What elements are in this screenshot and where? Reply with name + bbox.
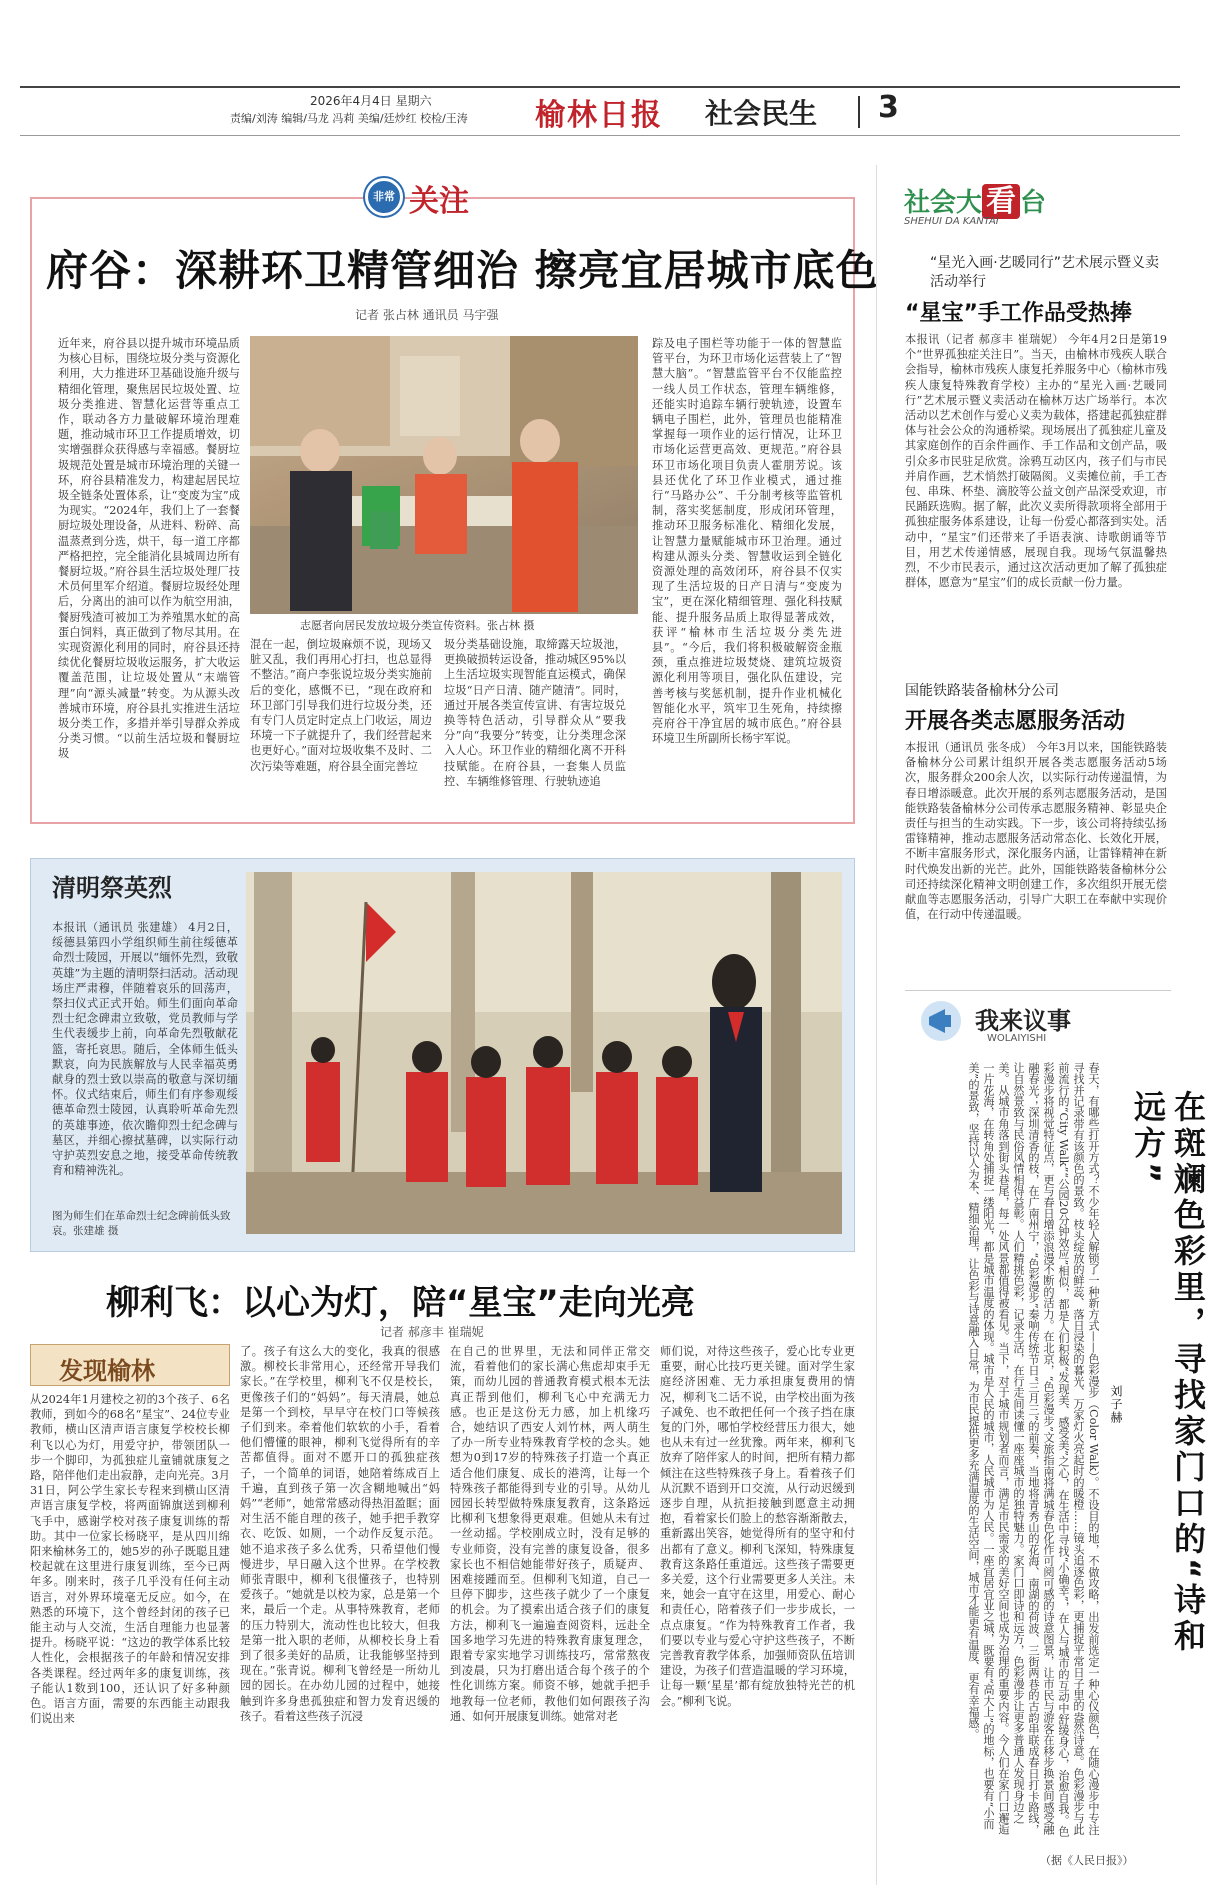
qingming-photo-art bbox=[246, 872, 842, 1234]
story2-body: 本报讯（通讯员 张冬成） 今年3月以来，国能铁路装备榆林分公司累计组织开展各类志愿服务活动5场次，服务群众200余人次，以实际行动传递温情，为春日增添暖意。此次开展的系列志愿服务活动，是国能铁路装备榆林分公司传承志愿服务精神、彰显央企责任与担当的生动实践。下一步，该公司将持续弘扬雷锋精神，推动志愿服务活动常态化、长效化开展，不断丰富服务形式，深化服务内涵，让雷锋精神在新时代焕发出新的光芒。此外，国能铁路装备榆林分公司还持续深化精神文明创建工作，多次组织开展无偿献血等志愿服务活动，引导广大职工在奉献中实现价值，在行动中传递温暖。 bbox=[905, 741, 1167, 922]
opinion-body: 春天，有哪些打开方式？不少年轻人解锁了一种新方式——色彩漫步（Color Walk）。不设目的地，不做攻略，出发前选定一种心仪颜色，在随心漫步中专注寻找并记录带有该颜色的景致。枝头绽放的鲜蕊、落日浸染的暮光、万家灯火亮起时的暖橙……镜头追逐色彩，更捕捉平常日子里的盎然诗意。色彩漫步与此前流行的“City Walk”“公园20分钟效应”相似，都是人们积极“发现美、感受美”之心，在生活中寻找“小确幸”，在人与城市的互动中舒缓身心，治愈自我。色彩漫步将视觉特征点，更与春日增添浪漫不断的活力。在北京，“色彩漫步”文旅指南将满城春色化作可阅可感的诗意图景，让市民与游客在移步换景间感受融融春光；深圳清香的枝，在广南州宁，“色彩漫步”秦响传统节日“三月三”的前奏，当地将青秀山的花海、南湖的荷波、三街两巷的古韵串联成春日打卡路线，让自然景致与民俗风情相得益彰。人们精挑色彩，记录生活，在行走间读懂一座座城市的独特魅力。家门口即诗和远方，色彩漫步让更多普通人发现身边之美。从城市角落到街头巷尾，每一处风景都值得被看见。当下，对于城市规划者而言，满足市民需求的美好空间也成为治理的重要内容。今人们在家门口邂逅一片花海，在转角处捕捉一缕阳光，都是城市温度的体现。城市是人民的城市，人民城市为人民。一座宜居宜业之城，既要有“高大上”的地标，也要有“小而美”的景致，坚持以人为本、精细治理，让色彩与诗意融入日常，为市民提供更多充满温度的生活空间，城市才能更有温度、更有幸福感。 bbox=[967, 1062, 1100, 1837]
liulifei-col-1: 从2024年1月建校之初的3个孩子、6名教师，到如今的68名“星宝”、24位专业教师，横山区清声语言康复学校校长柳利飞以心为灯，用爱守护，带领团队一步一个脚印，为孤独症儿童铺就康复之路，陪伴他们走出寂静，走向光亮。3月31日，阿公学生家长专程来到横山区清声语言康复学校，将两面锦旗送到柳利飞手中，感谢学校对孩子康复训练的帮助。其中一位家长杨晓平，是从四川绵阳来榆林务工的，她5岁的孙子既聪且建校起就在这里进行康复训练，至今已两年多。刚来时，孩子几乎没有任何主动语言，对外界环境毫无反应。如今，在熟悉的环境下，这个曾经封闭的孩子已能主动与人交流，生活自理能力也显著提升。杨晓平说：“这边的教学体系比较人性化，会根据孩子的年龄和情况安排各类课程。经过两年多的康复训练，孩子能认1数到100，还认识了好多种颜色。语言方面，需要的东西能主动跟我们说出来 bbox=[30, 1393, 230, 1726]
qingming-photo bbox=[246, 872, 842, 1234]
page-number: 3 bbox=[878, 90, 899, 125]
qingming-title: 清明祭英烈 bbox=[52, 874, 172, 902]
opinion-title: 我来议事 bbox=[975, 1007, 1071, 1035]
story1-body: 本报讯（记者 郝彦丰 崔瑞妮） 今年4月2日是第19个“世界孤独症关注日”。当天，由榆林市残疾人联合会指导，榆林市残疾人康复托养服务中心（榆林市残疾人康复特殊教育学校）主办的“星光入画·艺暖同行”艺术展示暨义卖活动在榆林万达广场举行。本次活动以艺术创作与爱心义卖为载体，搭建起孤独症群体与社会公众的沟通桥梁。现场展出了孤独症儿童及其家庭创作的百余件画作、手工作品和文创产品，吸引众多市民驻足欣赏。涂鸦互动区内，孩子们与市民并肩作画，艺术悄然打破隔阂。义卖摊位前，手工杏包、串珠、杯垫、滴胶等公益文创产品深受欢迎，市民踊跃选购。据了解，此次义卖所得款项将全部用于孤独症服务体系建设，让每一份爱心都落到实处。活动中，“星宝”们还带来了手语表演、诗歌朗诵等节目，用艺术传递情感，展现自我。现场气氛温馨热烈，不少市民表示，通过这次活动更加了解了孤独症群体，愿意为“星宝”们的成长贡献一份力量。 bbox=[905, 333, 1167, 590]
volunteers-photo-art bbox=[250, 336, 638, 614]
kicker-label: 关注 bbox=[409, 184, 469, 219]
story2-subhead: 国能铁路装备榆林分公司 bbox=[905, 683, 1059, 699]
opinion-source: （据《人民日报》） bbox=[1040, 1854, 1134, 1867]
brand-part-b: 看 bbox=[982, 184, 1020, 219]
qingming-caption: 图为师生们在革命烈士纪念碑前低头致哀。张建雄 摄 bbox=[52, 1210, 231, 1237]
top-story-col-3: 圾分类基础设施，取缔露天垃圾池，更换破损转运设备，推动城区95%以上生活垃圾实现智能直运模式，确保垃圾“日产日清、随产随清”。同时，通过开展各类宣传宣讲、有害垃圾兑换等特色活动，引导群众从“要我分”向“我要分”转变，让分类理念深入人心。环卫作业的精细化离不开科技赋能。在府谷县，一套集人员监控、车辆维修管理、行驶轨迹追 bbox=[444, 638, 626, 788]
opinion-author: 刘子赫 bbox=[1109, 1385, 1123, 1424]
volunteers-photo bbox=[250, 336, 638, 614]
qingming-title-wrap bbox=[52, 868, 232, 908]
story1-headline: “星宝”手工作品受热捧 bbox=[905, 301, 1132, 326]
top-story-col-1: 近年来，府谷县以提升城市环境品质为核心目标，围绕垃圾分类与资源化利用，大力推进环卫基础设施升级与精细化管理，聚焦居民垃圾处置、垃圾分类推进、智慧化运营等重点工作，联动各方力量破解环境治理难题，推动城市环卫工作提质增效，切实增强群众获得感与幸福感。餐厨垃圾规范处置是城市环境治理的关键一环，府谷县精准发力，构建起居民垃圾全链条处置体系，让“变废为宝”成为现实。“2024年，我们上了一套餐厨垃圾处理设备，从进料、粉碎、高温蒸煮到分选，烘干，每一道工序都严格把控，完全能消化县城周边所有餐厨垃圾。”府谷县生活垃圾处理厂技术员何里军介绍道。餐厨垃圾经处理后，分离出的油可以作为航空用油，餐厨残渣可被加工为养殖黑水虻的高蛋白饲料，真正做到了物尽其用。在实现资源化利用的同时，府谷县还持续优化餐厨垃圾收运服务，扩大收运覆盖范围，让垃圾处置从“末端管理”向“源头减量”转变。为从源头改善城市环境，府谷县扎实推进生活垃圾分类工作，多措并举引导群众养成分类习惯。“以前生活垃圾和餐厨垃圾 bbox=[58, 337, 240, 761]
column-tag-box bbox=[30, 1344, 230, 1386]
opinion-headline: 在斑斓色彩里，寻找家门口的“诗和远方” bbox=[1129, 1090, 1207, 1656]
liulifei-col-2: 了。孩子有这么大的变化，我真的很感激。柳校长非常用心，还经常开导我们家长。”在学校里，柳利飞不仅是校长，更像孩子们的“妈妈”。每天清晨，她总是第一个到校，早早守在校门口等候孩子们到来。牵着他们软软的小手，看着他们懵懂的眼神，柳利飞觉得所有的辛苦都值得。面对不愿开口的孤独症孩子，一个简单的词语，她陪着练成百上千遍，直到孩子第一次含糊地喊出“妈妈”“老师”，她常常感动得热泪盈眶；面对生活不能自理的孩子，她手把手教穿衣、吃饭、如厕，一个动作反复示范。她不追求孩子多么优秀，只希望他们慢慢进步，早日融入这个世界。在学校教师张青眼中，柳利飞很懂孩子，也特别爱孩子。“她就是以校为家，总是第一个来，最后一个走。从事特殊教育，老师的压力特别大，流动性也比较大，但我是第一批入职的老师，从柳校长身上看到了很多美好的品质，让我能够坚持到现在。”张青说。柳利飞曾经是一所幼儿园的园长。在办幼儿园的过程中，她接触到许多身患孤独症和智力发育迟缓的孩子。看着这些孩子沉浸 bbox=[240, 1345, 440, 1723]
qingming-body: 本报讯（通讯员 张建雄） 4月2日，绥德县第四小学组织师生前往绥德革命烈士陵园，开展以“缅怀先烈，致敬英雄”为主题的清明祭扫活动。活动现场庄严肃穆，伴随着哀乐的回荡声，祭扫仪式正式开始。师生们面向革命烈士纪念碑肃立致敬，党员教师与学生代表缓步上前，向革命先烈敬献花篮，寄托哀思。随后，全体师生低头默哀，向为民族解放与人民幸福英勇献身的烈士致以崇高的敬意与深切缅怀。仪式结束后，师生们有序参观绥德革命烈士陵园，认真聆听革命先烈的英雄事迹，依次瞻仰烈士纪念碑与墓区，并细心擦拭墓碑，以实际行动守护英烈安息之地，接受革命传统教育和精神洗礼。 bbox=[52, 921, 238, 1178]
issue-date bbox=[310, 92, 432, 109]
liulifei-col-3: 在自己的世界里，无法和同伴正常交流，看着他们的家长满心焦虑却束手无策，而幼儿园的普通教育模式根本无法真正帮到他们，柳利飞心中充满无力感。也正是这份无力感，加上机缘巧合，她结识了西安人刘竹林，两人萌生了办一所专业特殊教育学校的念头。她想为0到17岁的特殊孩子打造一个真正适合他们康复、成长的港湾，让每一个特殊孩子都能得到专业的引导。从幼儿园园长转型做特殊康复教育，这条路远比柳利飞想象得更艰难。但她从未有过一丝动摇。学校刚成立时，没有足够的专业师资，没有完善的康复设备，很多家长也不相信她能带好孩子，质疑声、困难接踵而至。但柳利飞知道，自己一旦停下脚步，这些孩子就少了一个康复的机会。为了摸索出适合孩子们的康复方法，柳利飞一遍遍查阅资料，远赴全国多地学习先进的特殊教育康复理念，跟着专家实地学习训练技巧，常常熬夜到凌晨，只为打磨出适合每个孩子的个性化训练方案。师资不够，她就手把手地教每一位老师，教他们如何跟孩子沟通、如何开展康复训练。她常对老 bbox=[450, 1345, 650, 1723]
brand-part-a: 社会大 bbox=[904, 188, 983, 218]
opinion-header bbox=[905, 990, 1171, 1050]
weekday-text: 星期六 bbox=[395, 94, 432, 108]
brand-pinyin: SHEHUI DA KANTAI bbox=[904, 216, 999, 227]
paper-logo: 榆林日报 bbox=[535, 98, 663, 133]
story1-subhead: “星光入画·艺暖同行”艺术展示暨义卖活动举行 bbox=[930, 255, 1159, 290]
date-text: 2026年4月4日 bbox=[310, 94, 392, 108]
top-story-headline: 府谷：深耕环卫精管细治 擦亮宜居城市底色 bbox=[46, 246, 879, 295]
top-story-col-4: 踪及电子围栏等功能于一体的智慧监管平台，为环卫市场化运营装上了“智慧大脑”。“智慧监管平台不仅能监控一线人员工作状态，管理车辆维修，还能实时追踪车辆行驶轨迹，设置车辆电子围栏，此外，管理员也能精准掌握每一项作业的运行情况，让环卫市场化运营更高效、更规范。”府谷县环卫市场化项目负责人霍朋芳说。该县还优化了环卫作业模式，通过推行“马路办公”、千分制考核等监管机制，落实奖惩制度，形成闭环管理，推动环卫服务标准化、精细化发展，让智慧力量赋能城市环卫治理。通过构建从源头分类、智慧收运到全链化资源处理的高效闭环，府谷县不仅实现了生活垃圾的日产日清与“变废为宝”，更在深化精细管理、强化科技赋能、提升服务品质上取得显著成效，获评“榆林市生活垃圾分类先进县”。“今后，我们将积极破解资金瓶颈，重点推进垃圾焚烧、建筑垃圾资源化利用等项目，强化队伍建设，完善考核与奖惩机制，提升作业机械化智能化水平，筑牢卫生死角，持续擦亮府谷干净宜居的城市底色。”府谷县环境卫生所副所长杨宇军说。 bbox=[652, 337, 842, 746]
header-divider bbox=[858, 96, 860, 128]
column-tag-label: 发现榆林 bbox=[59, 1357, 155, 1385]
megaphone-icon bbox=[919, 999, 963, 1043]
liulifei-col-4: 师们说，对待这些孩子，爱心比专业更重要，耐心比技巧更关键。面对学生家庭经济困难、无力承担康复费用的情况，柳利飞二话不说，由学校出面为孩子减免、也不敢把任何一个孩子挡在康复的门外，哪怕学校经营压力很大，她也从未有过一丝犹豫。两年来，柳利飞放弃了陪伴家人的时间，把所有精力都倾注在这些特殊孩子身上。看着孩子们从沉默不语到开口交流，从行动迟缓到逐步自理，从抗拒接触到愿意主动拥抱，看着家长们脸上的愁容渐渐散去，重新露出笑容，她觉得所有的坚守和付出都有了意义。柳利飞深知，特殊康复教育这条路任重道远。这些孩子需要更多关爱，这个行业需要更多人关注。未来，她会一直守在这里，用爱心、耐心和责任心，陪着孩子们一步步成长，一点点康复。“作为特殊教育工作者，我们要以专业与爱心守护这些孩子，不断完善教育教学体系，加强师资队伍培训建设，为孩子们营造温暖的学习环境，让每一颗‘星星’都有绽放独特光芒的机会。”柳利飞说。 bbox=[660, 1345, 855, 1708]
liulifei-byline: 记者 郝彦丰 崔瑞妮 bbox=[380, 1325, 484, 1339]
opinion-pinyin: WOLAIYISHI bbox=[987, 1033, 1047, 1044]
kicker-icon-circle bbox=[365, 178, 403, 216]
sidebar-brand bbox=[904, 176, 1046, 220]
story2-headline: 开展各类志愿服务活动 bbox=[905, 709, 1126, 734]
top-story-col-2: 混在一起，倒垃圾麻烦不说，现场又脏又乱，我们再用心打扫，也总显得不整洁。”商户李张说垃圾分类实施前后的变化，感慨不已，“现在政府和环卫部门引导我们进行垃圾分类，还有专门人员定时定点上门收运，周边环境一下子就提升了，我们经营起来也更好心。”面对垃圾收集不及时、二次污染等难题，府谷县全面完善垃 bbox=[250, 638, 432, 773]
editor-credits: 责编/刘涛 编辑/马龙 冯莉 美编/廷炒红 校检/王涛 bbox=[230, 112, 468, 125]
top-story-byline: 记者 张占林 通讯员 马宇强 bbox=[355, 308, 499, 322]
section-title: 社会民生 bbox=[705, 97, 818, 130]
kicker-icon-text: 非常 bbox=[373, 190, 395, 203]
volunteers-photo-caption: 志愿者向居民发放垃圾分类宣传资料。张占林 摄 bbox=[300, 619, 535, 632]
kicker-badge bbox=[365, 172, 535, 222]
brand-part-c: 台 bbox=[1020, 188, 1047, 218]
header-rule-bottom bbox=[20, 135, 1180, 136]
header-rule bbox=[20, 86, 1180, 88]
liulifei-headline: 柳利飞：以心为灯，陪“星宝”走向光亮 bbox=[106, 1283, 695, 1323]
